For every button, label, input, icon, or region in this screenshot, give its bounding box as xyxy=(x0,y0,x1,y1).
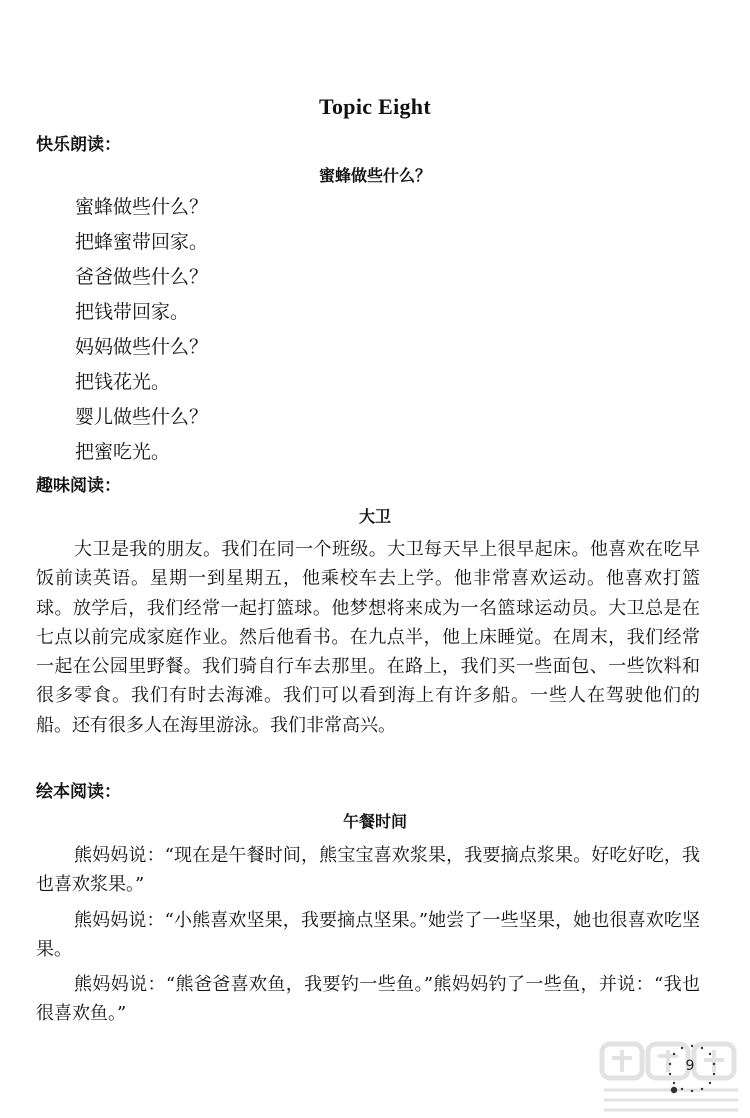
poem-line: 把钱带回家。 xyxy=(75,301,190,323)
section-label-fun-reading: 趣味阅读： xyxy=(36,476,121,496)
dialog-paragraph: 熊妈妈说：“熊爸爸喜欢鱼，我要钓一些鱼。”熊妈妈钓了一些鱼，并说：“我也很喜欢鱼。” xyxy=(36,974,700,1025)
poem-line: 爸爸做些什么？ xyxy=(75,266,209,288)
poem xyxy=(75,190,208,470)
section-label-picture-book-reading: 绘本阅读： xyxy=(36,782,121,802)
section-label-happy-reading: 快乐朗读： xyxy=(36,135,121,155)
poem-line: 把蜜吃光。 xyxy=(75,441,171,463)
poem-line: 妈妈做些什么？ xyxy=(75,336,209,358)
page-title: Topic Eight xyxy=(319,94,431,119)
dialog-paragraph: 熊妈妈说：“现在是午餐时间，熊宝宝喜欢浆果，我要摘点浆果。好吃好吃，我也喜欢浆果。” xyxy=(36,845,700,896)
poem-line: 把钱花光。 xyxy=(75,371,171,393)
dialog-paragraph: 熊妈妈说：“小熊喜欢坚果，我要摘点坚果。”她尝了一些坚果，她也很喜欢吃坚果。 xyxy=(36,909,700,960)
story-title-lunch-time: 午餐时间 xyxy=(342,812,407,831)
poem-line: 把蜂蜜带回家。 xyxy=(75,231,209,253)
story-paragraph: 大卫是我的朋友。我们在同一个班级。大卫每天早上很早起床。他喜欢在吃早饭前读英语。星期一到星期五，他乘校车去上学。他非常喜欢运动。他喜欢打篮球。放学后，我们经常一起打篮球。他梦想将来成为一名篮球运动员。大卫总是在七点以前完成家庭作业。然后他看书。在九点半，他上床睡觉。在周末，我们经常一起在公园里野餐。我们骑自行车去那里。在路上，我们买一些面包、一些饮料和很多零食。我们有时去海滩。我们可以看到海上有许多船。一些人在驾驶他们的船。还有很多人在海里游泳。我们非常高兴。 xyxy=(36,539,700,736)
poem-line: 婴儿做些什么？ xyxy=(75,406,209,428)
page-number: 9 xyxy=(685,1058,695,1074)
poem-line: 蜜蜂做些什么？ xyxy=(75,196,209,218)
poem-title: 蜜蜂做些什么？ xyxy=(318,166,431,185)
story-dialog xyxy=(36,841,700,1029)
story-title-david: 大卫 xyxy=(358,507,391,526)
